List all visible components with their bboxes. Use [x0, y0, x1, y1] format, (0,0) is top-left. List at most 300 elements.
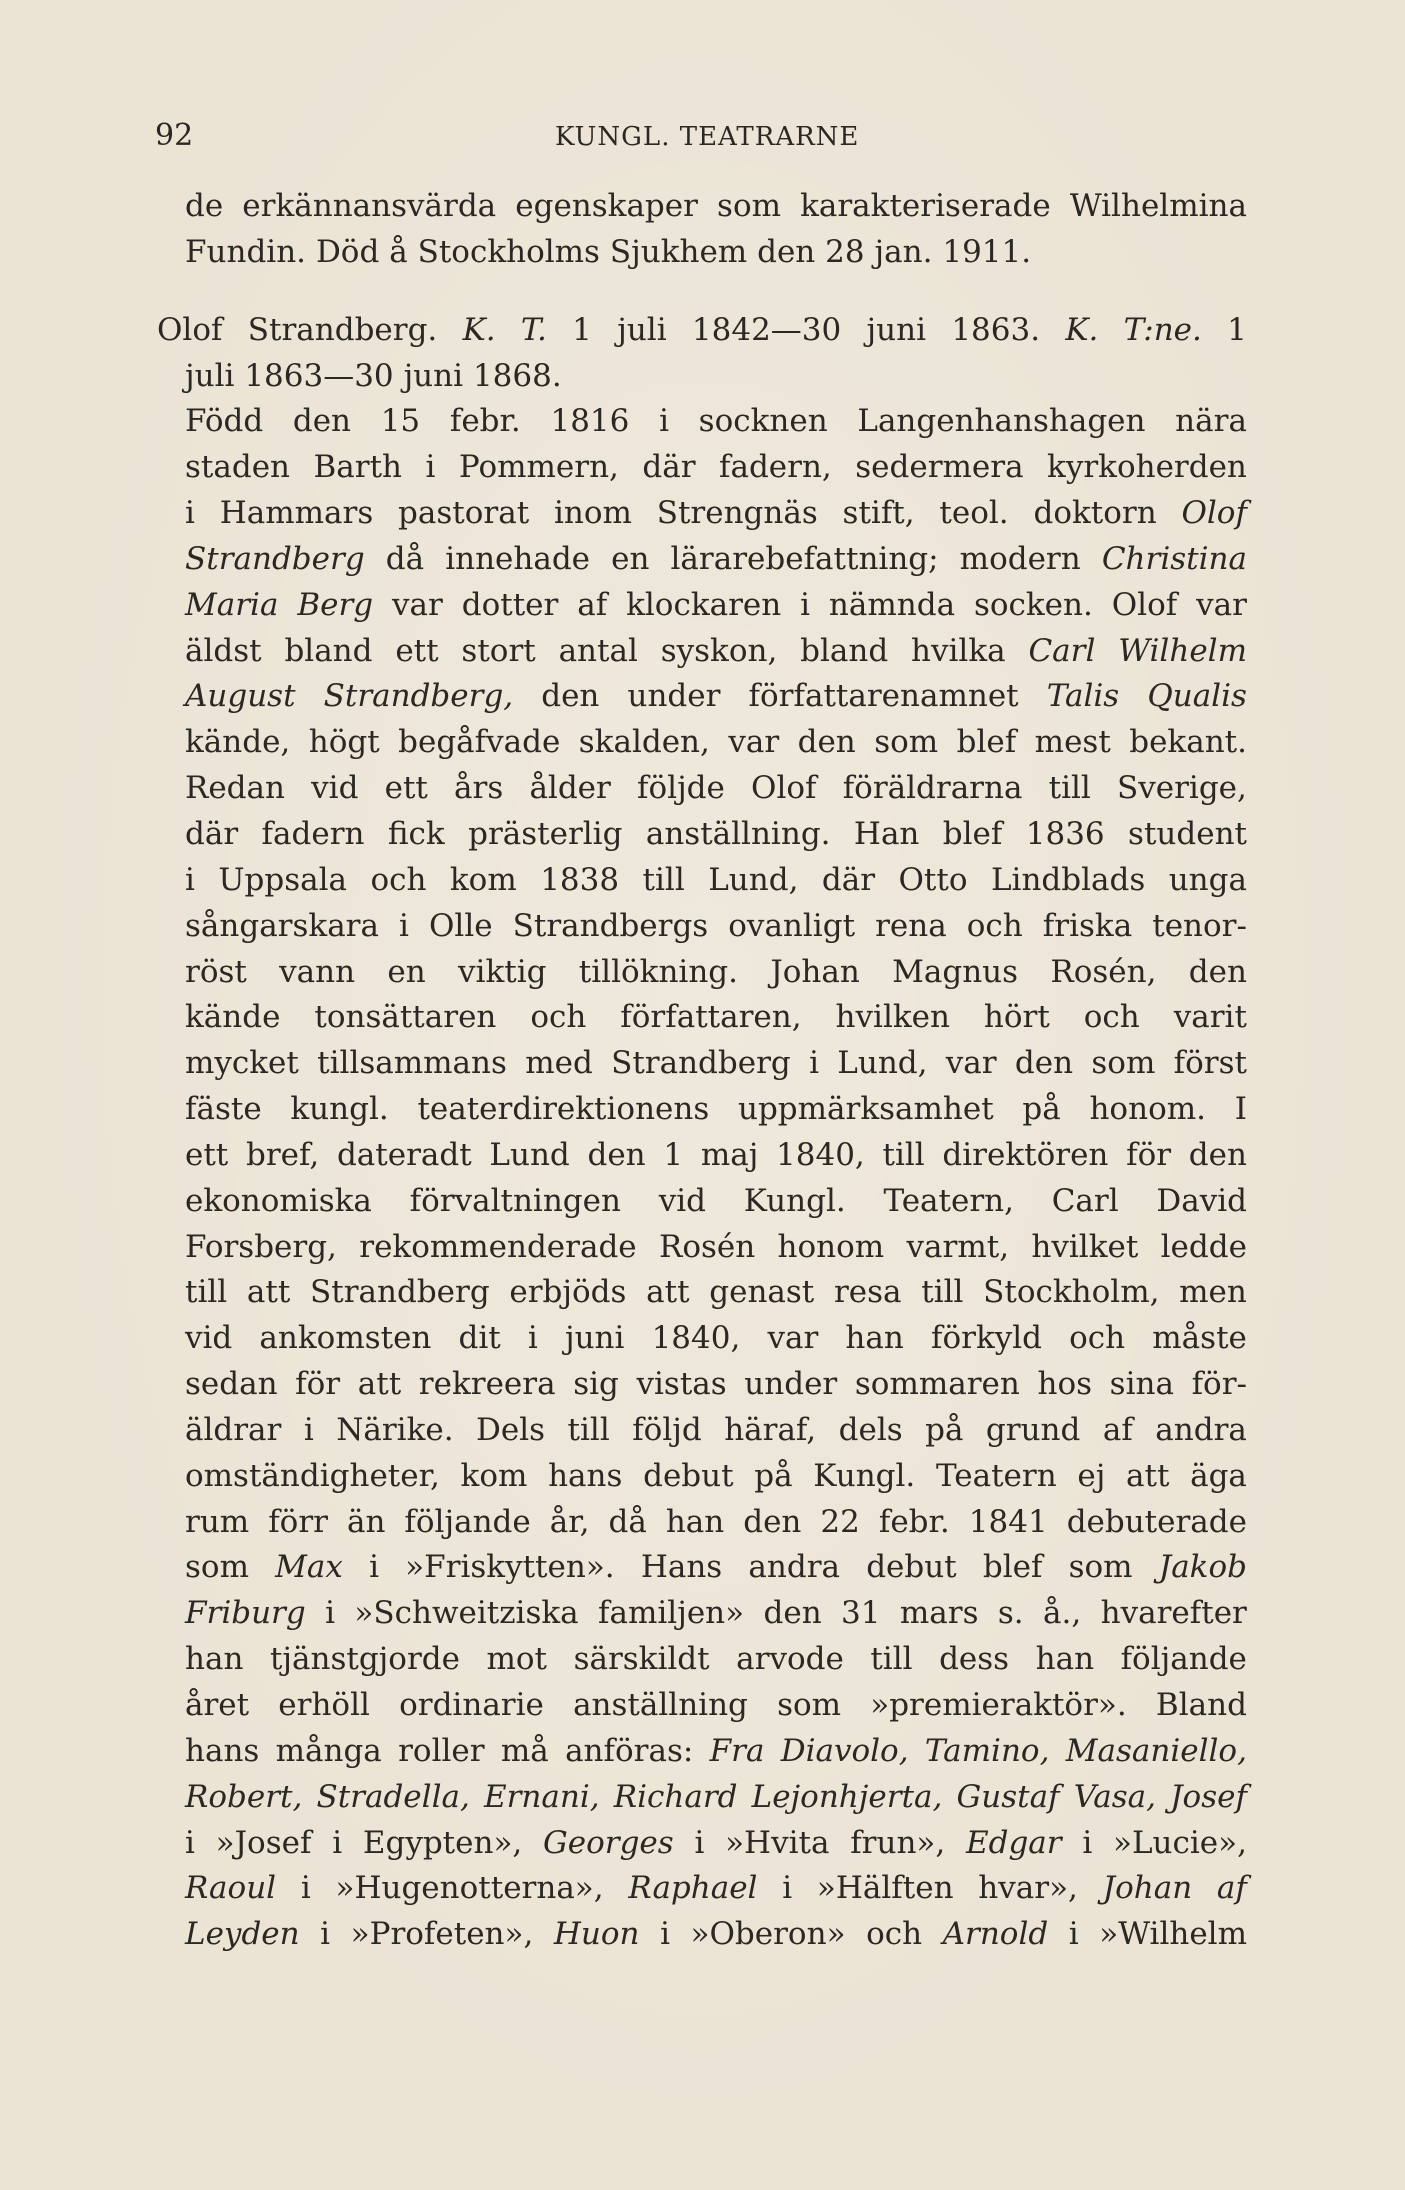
word: nämnda [828, 586, 956, 623]
word: Strandberg, [323, 678, 514, 715]
word: Diavolo, [780, 1732, 909, 1769]
word: bland [800, 632, 889, 669]
word: vann [279, 953, 356, 990]
word: dels [838, 1411, 903, 1448]
word: Lejonhjerta, [751, 1778, 943, 1815]
word: af [577, 586, 608, 623]
word: Född [185, 403, 264, 440]
word: röst [185, 953, 247, 990]
word: innehade [445, 540, 591, 577]
word: 1 [663, 1136, 684, 1173]
word: ordinarie [399, 1687, 544, 1723]
word: där [642, 449, 696, 486]
word: i [185, 861, 195, 898]
word: honom. [1089, 1091, 1206, 1128]
word: omständigheter, [185, 1457, 440, 1494]
word: och [370, 861, 427, 898]
word: de [185, 188, 224, 224]
text-line [185, 1362, 1247, 1408]
text-line [185, 1225, 1247, 1271]
running-head: KUNGL. TEATRARNE [555, 122, 860, 152]
word: den [1188, 953, 1247, 990]
word: i [425, 449, 436, 486]
word: i [325, 1595, 336, 1632]
text-line [185, 1637, 1247, 1683]
word: som [717, 188, 781, 224]
word: »Hugenotterna», [335, 1870, 604, 1907]
word: Lindblads [990, 861, 1146, 898]
word: juli [185, 357, 235, 394]
word: anställning [573, 1687, 748, 1723]
word: ledde [1160, 1228, 1247, 1265]
word: må [500, 1732, 549, 1769]
word: Barth [313, 449, 402, 486]
word: 1840, [776, 1136, 865, 1173]
word: 31 [841, 1595, 881, 1632]
word: i [527, 1320, 538, 1357]
text-line [185, 354, 1247, 400]
word: Egypten», [362, 1824, 523, 1861]
word: vid [311, 770, 359, 807]
word: Dels [476, 1411, 546, 1448]
word: rekreera [418, 1366, 556, 1403]
word: I [1234, 1091, 1247, 1128]
word: äldrar [185, 1411, 282, 1448]
word: tjänstgjorde [269, 1641, 460, 1678]
word: föräldrarna [842, 770, 1023, 807]
word: den [1188, 1136, 1247, 1173]
text-line [185, 537, 1247, 583]
word: pastorat [398, 495, 530, 532]
text-line [185, 1041, 1247, 1087]
word: prästerlig [468, 815, 623, 852]
word: den [1014, 1045, 1074, 1082]
word: året [185, 1687, 250, 1723]
word: student [1128, 815, 1247, 852]
word: äga [1190, 1457, 1247, 1494]
word: Qualis [1147, 678, 1247, 715]
word: socknen [698, 403, 828, 440]
word: Richard [613, 1778, 738, 1815]
text-line [185, 858, 1247, 904]
word: i [782, 1870, 793, 1907]
word: arvode [736, 1641, 844, 1678]
word: teol. [939, 495, 1009, 532]
word: skalden, [578, 724, 710, 761]
word: ett [384, 770, 428, 807]
word: »Friskytten». [405, 1549, 615, 1586]
word: var [392, 586, 443, 623]
word: Johan [1102, 1870, 1193, 1907]
text-line [185, 1179, 1247, 1225]
text-line [185, 1316, 1247, 1362]
word: Han [853, 815, 920, 852]
word: Teatern [935, 1457, 1057, 1494]
word: som [777, 1687, 842, 1723]
word: bland [284, 632, 373, 669]
word: ej [1077, 1457, 1106, 1494]
word: i [694, 1824, 705, 1861]
word: för [295, 1366, 341, 1403]
word: rekommenderade [359, 1228, 637, 1265]
word: »Profeten», [350, 1916, 534, 1953]
word: 1 [572, 311, 592, 348]
word: vid [185, 1320, 233, 1357]
word: sedan [185, 1366, 278, 1403]
word: hvilka [911, 632, 1006, 669]
word: juni [866, 311, 927, 348]
word: var [728, 724, 780, 761]
word: Robert, [185, 1778, 303, 1815]
text-line [185, 766, 1247, 812]
word: Lund, [708, 861, 799, 898]
word: 1816 [550, 403, 630, 440]
word: års [454, 770, 504, 807]
word: blef [982, 1549, 1043, 1586]
word: Bland [1155, 1687, 1247, 1723]
word: Otto [898, 861, 968, 898]
word: sedermera [855, 449, 1024, 486]
word: den [292, 403, 352, 440]
word: särskildt [573, 1641, 710, 1678]
word: i [800, 586, 811, 623]
word: till [642, 861, 685, 898]
word: att [646, 1274, 690, 1311]
word: fadern, [719, 449, 832, 486]
word: i [300, 1870, 311, 1907]
word: Hans [640, 1549, 723, 1586]
text-line [185, 1866, 1247, 1912]
word: att [1126, 1457, 1170, 1494]
word: hvarefter [1100, 1595, 1247, 1632]
word: febr. [878, 1503, 950, 1540]
word: den [541, 678, 600, 715]
text-line [185, 1270, 1247, 1316]
word: grund [985, 1411, 1081, 1448]
word: Kungl. [743, 1182, 846, 1219]
word: juni [403, 357, 464, 394]
word: var [945, 1045, 997, 1082]
word: Christina [1101, 540, 1247, 577]
word: Talis [1046, 678, 1120, 715]
word: unga [1168, 861, 1247, 898]
word: följd [632, 1411, 702, 1448]
word: under [627, 678, 721, 715]
word: nära [1175, 403, 1247, 440]
word: Pommern, [458, 449, 619, 486]
text-line [185, 995, 1247, 1041]
word: viktig [458, 953, 547, 990]
word: tenor- [1152, 907, 1247, 944]
word: frun», [850, 1824, 946, 1861]
word: karakteriserade [800, 188, 1051, 224]
word: antal [558, 632, 638, 669]
word: Strandberg [185, 540, 365, 577]
word: 1840, [651, 1320, 741, 1357]
paragraph-2-entry-heading [157, 308, 1247, 400]
word: Georges [543, 1824, 674, 1861]
word: Strandberg [611, 1045, 791, 1082]
word: blef [956, 724, 1017, 761]
word: och [530, 999, 587, 1036]
word: i [369, 1549, 379, 1586]
word: och [1083, 999, 1140, 1036]
word: kyrkoherden [1047, 449, 1247, 486]
word: Redan [185, 770, 285, 807]
body-text [157, 184, 1247, 1958]
word: Död [315, 233, 380, 270]
word: teaterdirektionens [417, 1091, 710, 1128]
word: en [387, 953, 426, 990]
word: David [1156, 1182, 1247, 1219]
word: Fundin. [185, 233, 307, 270]
word: Fra [709, 1732, 765, 1769]
word: debuterade [1066, 1503, 1247, 1540]
word: vid [658, 1182, 706, 1219]
word: August [185, 678, 296, 715]
word: till [921, 1274, 964, 1311]
word: i [185, 495, 195, 532]
word: andra [748, 1549, 840, 1586]
word: ett [185, 1136, 229, 1173]
word: Friburg [185, 1595, 306, 1632]
word: Strengnäs [656, 495, 818, 532]
word: juli [617, 311, 667, 348]
word: fick [387, 815, 445, 852]
word: författaren, [620, 999, 802, 1036]
word: 1838 [540, 861, 620, 898]
word: till [870, 1641, 913, 1678]
word: Strandbergs [512, 907, 709, 944]
word: 22 [820, 1503, 860, 1540]
word: på [754, 1457, 793, 1494]
word: och [1069, 1320, 1126, 1357]
word: »Schweitziska [354, 1595, 579, 1632]
word: dit [458, 1320, 501, 1357]
text-line [185, 445, 1247, 491]
word: Magnus [892, 953, 1019, 990]
word: maj [700, 1136, 759, 1173]
word: hvilken [835, 999, 950, 1036]
word: Leyden [185, 1916, 300, 1953]
page-number: 92 [155, 118, 194, 153]
word: med [525, 1045, 593, 1082]
text-line [185, 1729, 1247, 1775]
word: Wilhelmina [1069, 188, 1247, 224]
word: han [845, 1320, 904, 1357]
word: den [587, 1136, 646, 1173]
word: Langenhanshagen [857, 403, 1146, 440]
word: han [665, 1503, 725, 1540]
text-line [185, 812, 1247, 858]
text-line [185, 230, 1247, 276]
word: »Hvita [725, 1824, 830, 1861]
text-line [157, 308, 1247, 354]
word: som [185, 1549, 249, 1586]
word: en [611, 540, 650, 577]
word: å [389, 233, 408, 270]
text-line [185, 1545, 1247, 1591]
text-line [185, 1775, 1247, 1821]
word: blef [942, 815, 1003, 852]
word: klockaren [626, 586, 782, 623]
word: Rosén [658, 1228, 756, 1265]
word: Edgar [965, 1824, 1062, 1861]
word: men [1179, 1274, 1247, 1311]
word: sångarskara [185, 907, 379, 944]
word: hvar», [978, 1870, 1078, 1907]
word: sina [1109, 1366, 1174, 1403]
word: att [357, 1366, 402, 1403]
word: Vasa, [1073, 1778, 1156, 1815]
word: »Lucie», [1113, 1824, 1247, 1861]
word: hos [1037, 1366, 1093, 1403]
word: debut [866, 1549, 957, 1586]
word: vistas [636, 1366, 727, 1403]
word: af [1102, 1411, 1133, 1448]
word: hört [983, 999, 1050, 1036]
word: rum [185, 1503, 250, 1540]
text-line [185, 1591, 1247, 1637]
word: Masaniello, [1065, 1732, 1247, 1769]
word: den [743, 1503, 802, 1540]
word: »premieraktör». [870, 1687, 1127, 1723]
word: år, [549, 1503, 590, 1540]
word: Huon [553, 1916, 640, 1953]
word: Uppsala [218, 861, 347, 898]
word: dess [939, 1641, 1010, 1678]
word: friska [1042, 907, 1133, 944]
word: dateradt [336, 1136, 472, 1173]
word: K. [1065, 311, 1099, 348]
word: stift, [842, 495, 915, 532]
word: Rosén, [1050, 953, 1157, 990]
word: Forsberg, [185, 1228, 337, 1265]
word: i [185, 1824, 195, 1861]
word: i [332, 1824, 343, 1861]
word: ekonomiska [185, 1182, 372, 1219]
word: Olof [1181, 495, 1247, 532]
word: förkyld [930, 1320, 1042, 1357]
word: K. [462, 311, 496, 348]
word: erbjöds [509, 1274, 627, 1311]
word: Stradella, [316, 1778, 470, 1815]
text-line [185, 583, 1247, 629]
word: lärarebefattning; [670, 540, 939, 577]
word: Wilhelm [1118, 632, 1247, 669]
word: uppmärksamhet [738, 1091, 994, 1128]
word: till [185, 1274, 228, 1311]
word: följde [637, 770, 725, 807]
text-line [185, 1912, 1247, 1958]
word: familjen» [598, 1595, 745, 1632]
word: modern [959, 540, 1081, 577]
word: där [821, 861, 876, 898]
word: dotter [461, 586, 559, 623]
word: stort [461, 632, 536, 669]
word: ett [395, 632, 439, 669]
word: honom [777, 1228, 885, 1265]
word: tonsättaren [314, 999, 497, 1036]
text-line [185, 674, 1247, 720]
word: ålder [529, 770, 611, 807]
word: i [1068, 1916, 1079, 1953]
word: då [608, 1503, 647, 1540]
word: ovanligt [728, 907, 856, 944]
word: den [763, 1595, 822, 1632]
word: Lund, [837, 1045, 928, 1082]
word: fäste [185, 1091, 262, 1128]
word: mot [486, 1641, 548, 1678]
word: juni [564, 1320, 625, 1357]
word: erkännansvärda [242, 188, 497, 224]
text-line [185, 1500, 1247, 1546]
word: 15 [380, 403, 421, 440]
word: äldst [185, 632, 262, 669]
paragraph-1 [185, 184, 1247, 276]
text-line [185, 950, 1247, 996]
paragraph-3-biography [185, 399, 1247, 1958]
word: var [1196, 586, 1247, 623]
word: Sverige, [1117, 770, 1247, 807]
word: följande [404, 1503, 531, 1540]
word: genast [709, 1274, 815, 1311]
word: mars [899, 1595, 979, 1632]
word: febr. [449, 403, 521, 440]
word: som [1091, 1045, 1156, 1082]
text-line [185, 904, 1247, 950]
word: att [246, 1274, 291, 1311]
word: doktorn [1033, 495, 1157, 532]
word: måste [1152, 1320, 1247, 1357]
word: på [1022, 1091, 1061, 1128]
word: i [1082, 1824, 1093, 1861]
word: »Oberon» [690, 1916, 846, 1953]
word: hans [548, 1457, 623, 1494]
word: Arnold [942, 1916, 1049, 1953]
word: på [925, 1411, 964, 1448]
word: förvaltningen [409, 1182, 621, 1219]
word: häraf, [724, 1411, 817, 1448]
word: »Hälften [816, 1870, 954, 1907]
text-line [185, 1087, 1247, 1133]
word: Kungl. [813, 1457, 916, 1494]
word: 1868. [472, 357, 562, 394]
word: direktören [942, 1136, 1109, 1173]
word: rena [875, 907, 947, 944]
word: bref, [245, 1136, 320, 1173]
word: staden [185, 449, 291, 486]
text-line [185, 1133, 1247, 1179]
word: han [1035, 1641, 1095, 1678]
word: Sjukhem [609, 233, 748, 270]
word: Närike. [336, 1411, 454, 1448]
word: Olof [1111, 586, 1178, 623]
word: Maria [185, 586, 279, 623]
word: fadern [261, 815, 365, 852]
word: för [1126, 1136, 1172, 1173]
word: »Wilhelm [1099, 1916, 1247, 1953]
word: hvilket [1031, 1228, 1139, 1265]
word: 1842—30 [691, 311, 842, 348]
text-line [185, 1408, 1247, 1454]
text-line [185, 1454, 1247, 1500]
word: för- [1191, 1366, 1247, 1403]
page-header [155, 118, 1235, 158]
word: Tamino, [924, 1732, 1050, 1769]
word: 1863. [951, 311, 1041, 348]
word: än [346, 1503, 386, 1540]
